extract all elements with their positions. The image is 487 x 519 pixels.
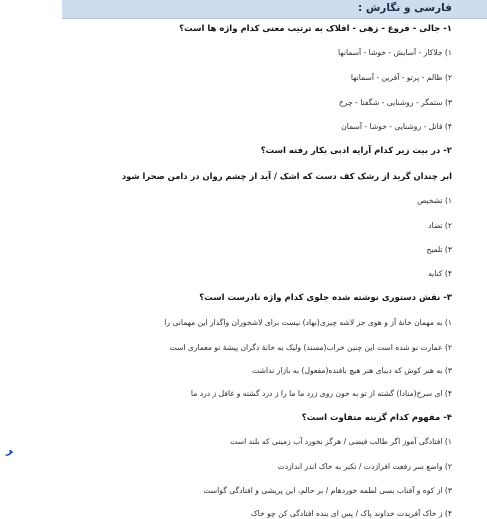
question-1-option-2: ۲) ظالم - پرتو - آفرین - آسمانها [350,73,452,82]
question-2-option-4: ۴) کنایه [428,269,452,278]
question-3-option-1: ۱) به مهمان خانهٔ آز و هوی جز لاشه چیزی(نهاد) نیست برای لاشخوران واگذار این مهمانی را [164,318,452,327]
question-4-option-1: ۱) افتادگی آموز اگر طالب فیضی / هرگز نخورد آب زمینی که بلند است [230,437,452,446]
question-1-text: ۱- جالی - فروغ - زهی - افلاک به ترتیب معنی کدام واژه ها است؟ [179,24,452,34]
question-4-option-3: ۳) از کوه و آفتاب بسی لطمه خوردهام / بر حالم، این پریشی و افتادگی گواست [203,486,452,495]
question-1-option-1: ۱) جلاکار - آسایش - خوشا - آسمانها [338,48,452,57]
question-2-option-3: ۳) تلمیح [426,245,452,254]
question-4-option-4: ۴) ز خاک آفریدت خداوند پاک / پس ای بنده افتادگی کن چو خاک [250,509,452,518]
question-2-option-2: ۲) تضاد [428,221,452,230]
question-2-verse: ابر چندان گرید از رشک کف دست که اشک / آید از چشم روان در دامن صحرا شود [121,171,452,181]
question-1-option-3: ۳) ستمگر - روشنایی - شگفتا - چرخ [338,98,452,107]
question-2-option-1: ۱) تشخیص [417,196,452,205]
question-3-text: ۳- نقش دستوری نوشته شده جلوی کدام واژه نادرست است؟ [199,293,452,303]
question-4-option-2: ۲) واضع سر رفعت افرازدت / تکبر به خاک اندر اندازدت [277,462,452,471]
margin-pen-mark: ﺮ [6,443,13,456]
question-4-text: ۴- مفهوم کدام گزینه متفاوت است؟ [301,413,452,423]
question-1-option-4: ۴) قاتل - روشنایی - خوشا - آسمان [341,122,452,131]
question-3-option-4: ۴) ای سرخ(منادا) گشته از تو به خون روی زرد ما ما را ز درد گشته و غافل ز درد ما [190,389,452,398]
question-3-option-2: ۲) عمارت نو شده است این چنین خراب(مسند) ولیک به خانهٔ دگران پیشهٔ تو معماری است [169,343,452,352]
question-2-text: ۲- در بیت زیر کدام آرایه ادبی بکار رفته است؟ [260,146,452,156]
section-header-band [62,0,487,19]
section-title: فارسی و نگارش : [357,2,452,14]
question-3-option-3: ۳) به هنر کوش که دیبای هنر هیچ بافنده(مفعول) به بازار نداشت [252,366,452,375]
